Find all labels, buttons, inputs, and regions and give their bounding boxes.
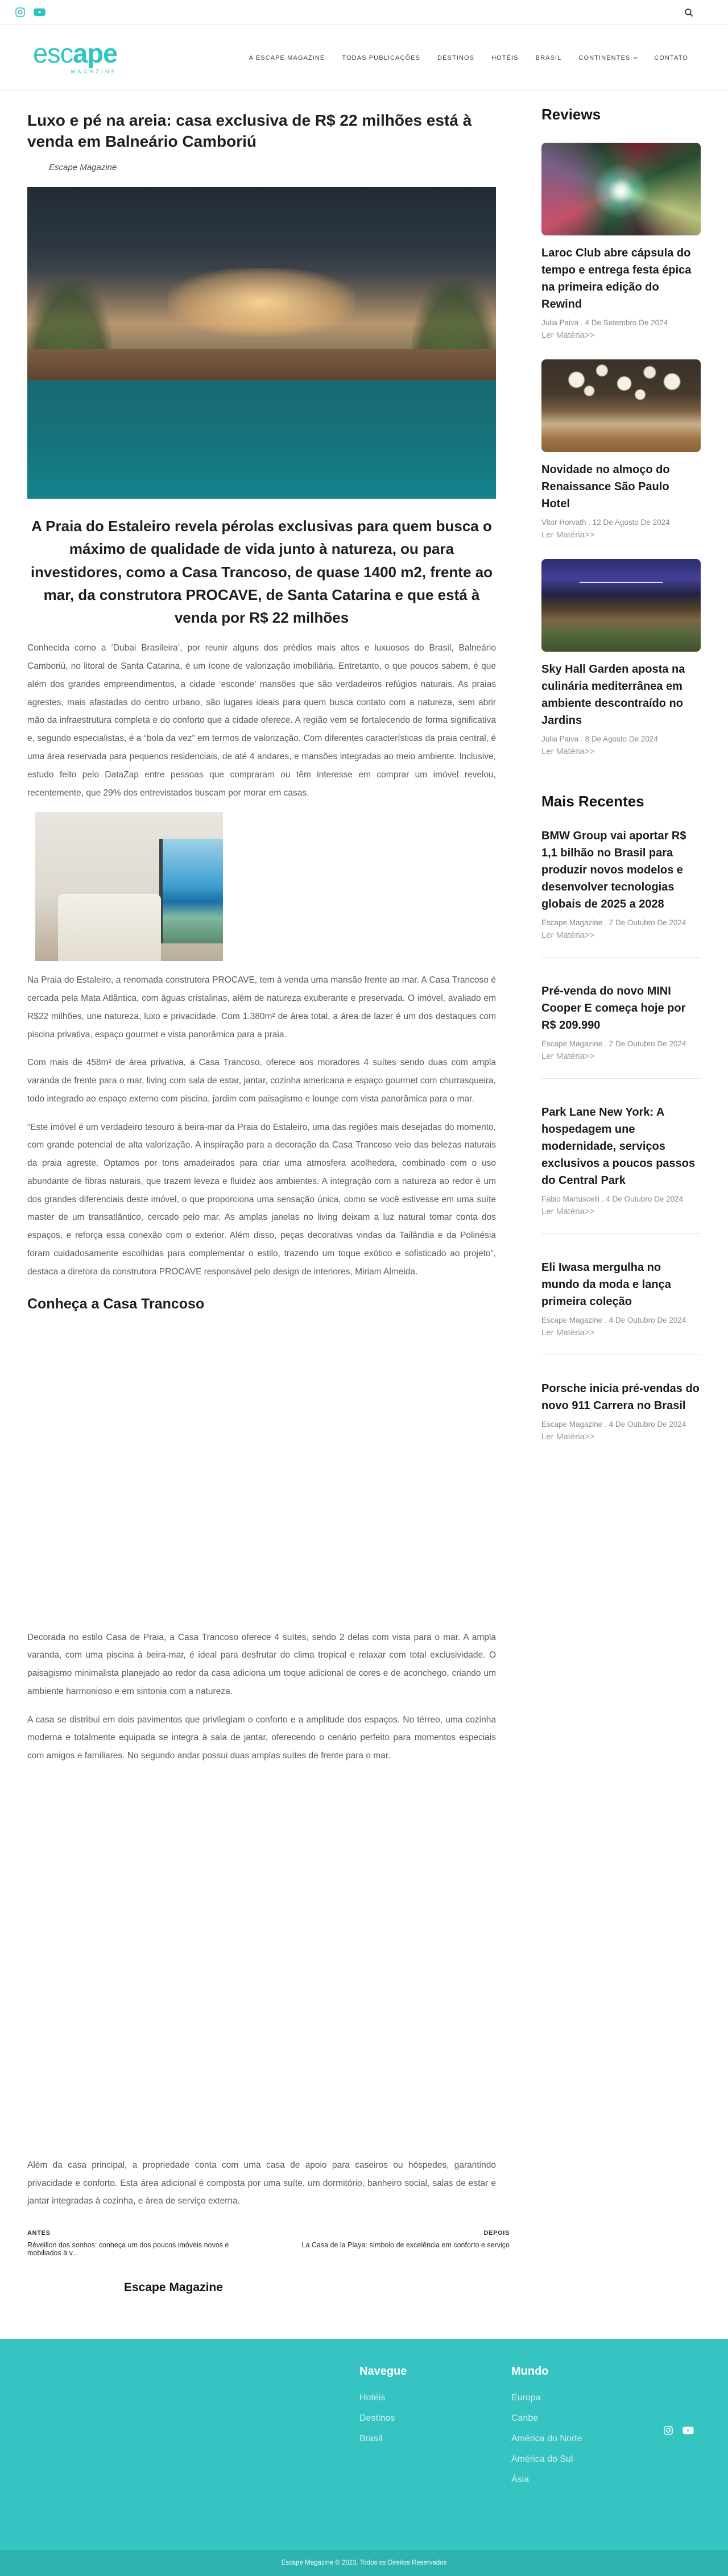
footer-col-mundo (511, 2365, 663, 2495)
footer-link-america-do-sul[interactable]: América do Sul (511, 2454, 573, 2465)
nav-item-todas-publicacoes[interactable]: TODAS PUBLICAÇÕES (342, 54, 421, 61)
chevron-down-icon (634, 55, 638, 59)
footer-link-hoteis[interactable]: Hotéis (359, 2393, 386, 2403)
footer-heading-mundo: Mundo (511, 2365, 549, 2378)
article-paragraph: Conhecida como a ‘Dubai Brasileira’, por reunir alguns dos prédios mais altos e luxuosos do Brasil, Balneário Camboriú, no litoral de Santa Catarina, é um ícone de valorização imobiliária. Entretanto, o que poucos sabem, é que além dos grandes empreendimentos, a cidade ‘esconde’ mansões que são verdadeiros refúgios naturais. As praias agrestes, mais afastadas do centro urbano, são lugares ideais para quem busca contato com a natureza, sem abrir mão da infraestrutura completa e do conforto que a cidade oferece. A região vem se fortalecendo de forma significativa e, segundo especialistas, é a “bola da vez” em termos de valorização. Com diferentes características da praia central, é uma área reservada para pequenos residenciais, de até 4 andares, e mansões integradas ao meio ambiente. Inclusive, estudo feito pelo DataZap entre pessoas que compraram ou têm interesse em comprar um imóvel revelou, recentemente, que 29% dos entrevistados buscam por morar em casas. (27, 643, 496, 798)
nav-item-brasil[interactable]: BRASIL (535, 54, 562, 61)
instagram-icon[interactable] (15, 7, 26, 18)
empty-embed-area (27, 1765, 496, 2156)
recent-item (541, 957, 701, 1061)
review-meta: Julia Paiva . 4 De Setembro De 2024 (541, 318, 668, 327)
article-paragraph: Além da casa principal, a propriedade conta com uma casa de apoio para caseiros ou hóspedes, garantindo privacidade e conforto. Esta área adicional é composta por uma suíte, um dormitório, banheiro social, salas de estar e jantar integradas à cozinha, e área de serviço externa. (27, 2160, 496, 2206)
review-item (541, 559, 701, 756)
nav-item-destinos[interactable]: DESTINOS (437, 54, 475, 61)
read-more-link[interactable]: Ler Matéria>> (541, 930, 595, 940)
article-paragraph: Com mais de 458m² de área privativa, a Casa Trancoso, oferece aos moradores 4 suítes sendo duas com ampla varanda de frente para o mar, living com sala de estar, jantar, cozinha americana e espaço gourmet com churrasqueira, todo integrado ao espaço externo com piscina, jardim com paisagismo e lounge com vista panorâmica para o mar. (27, 1058, 496, 1104)
recent-title-link[interactable]: Pré-venda do novo MINI Cooper E começa hoje por R$ 209.990 (541, 985, 686, 1032)
empty-embed-area (27, 1312, 496, 1629)
recent-item (541, 1355, 701, 1442)
read-more-link[interactable]: Ler Matéria>> (541, 1432, 595, 1442)
recent-meta: Escape Magazine . 7 De Outubro De 2024 (541, 1039, 686, 1048)
site-footer (0, 2339, 728, 2550)
article (27, 91, 510, 2339)
review-meta: Julia Paiva . 8 De Agosto De 2024 (541, 735, 658, 743)
review-thumbnail-laroc[interactable] (541, 143, 701, 235)
previous-post (27, 2230, 249, 2257)
nav-item-contato[interactable]: CONTATO (654, 54, 688, 61)
footer-bottom-bar (0, 2550, 728, 2576)
nav-item-a-escape-magazine[interactable]: A ESCAPE MAGAZINE (249, 54, 325, 61)
recent-title-link[interactable]: BMW Group vai aportar R$ 1,1 bilhão no Brasil para produzir novos modelos e desenvolver tecnologias globais de 2025 a 2028 (541, 830, 686, 910)
sidebar (541, 91, 701, 1442)
previous-post-link[interactable]: Réveillon dos sonhos: conheça um dos poucos imóveis novos e mobiliados à v... (27, 2241, 229, 2258)
read-more-link[interactable]: Ler Matéria>> (541, 1328, 595, 1337)
nav-item-hoteis[interactable]: HOTÉIS (491, 54, 519, 61)
recent-meta: Fabio Martuscelli . 4 De Outubro De 2024 (541, 1195, 684, 1203)
recent-item (541, 1233, 701, 1337)
previous-post-label: ANTES (27, 2230, 51, 2237)
logo-tagline: MAGAZINE (71, 69, 118, 75)
footer-link-america-do-norte[interactable]: América do Norte (511, 2434, 582, 2444)
review-title-link[interactable]: Sky Hall Garden aposta na culinária mediterrânea em ambiente descontraído no Jardins (541, 663, 685, 727)
next-post-link[interactable]: La Casa de la Playa: símbolo de excelência em conforto e serviço (301, 2241, 510, 2250)
footer-social (663, 2365, 694, 2495)
review-item (541, 143, 701, 340)
article-byline: Escape Magazine (49, 162, 117, 172)
youtube-icon[interactable] (682, 2365, 694, 2495)
read-more-link[interactable]: Ler Matéria>> (541, 1207, 595, 1216)
logo-text-bold: ape (73, 38, 118, 68)
search-icon[interactable] (684, 7, 694, 18)
youtube-icon[interactable] (34, 7, 46, 17)
article-subhead: A Praia do Estaleiro revela pérolas exclusivas para quem busca o máximo de qualidade de vida junto à natureza, ou para investidores, como a Casa Trancoso, de quase 1400 m2, frente ao mar, da construtora PROCAVE, de Santa Catarina e que está à venda por R$ 22 milhões (30, 517, 493, 627)
next-post (302, 2230, 510, 2257)
footer-link-europa[interactable]: Europa (511, 2393, 541, 2403)
logo-text-thin: esc (33, 38, 73, 68)
next-post-label: DEPOIS (483, 2230, 510, 2237)
site-header (0, 25, 728, 91)
recent-item (541, 827, 701, 940)
recent-meta: Escape Magazine . 4 De Outubro De 2024 (541, 1420, 686, 1428)
instagram-icon[interactable] (663, 2365, 673, 2495)
read-more-link[interactable]: Ler Matéria>> (541, 747, 595, 756)
review-title-link[interactable]: Laroc Club abre cápsula do tempo e entrega festa épica na primeira edição do Rewind (541, 247, 692, 310)
article-paragraph: A casa se distribui em dois pavimentos que privilegiam o conforto e a amplitude dos espaços. No térreo, uma cozinha moderna e totalmente equipada se integra à sala de jantar, oferecendo o cenário perfeito para momentos especiais com amigos e familiares. No segundo andar possui duas amplas suítes de frente para o mar. (27, 1714, 496, 1761)
recent-item (541, 1078, 701, 1216)
site-logo[interactable] (33, 38, 118, 75)
read-more-link[interactable]: Ler Matéria>> (541, 530, 595, 540)
page-title: Luxo e pé na areia: casa exclusiva de R$ 22 milhões está à venda em Balneário Camboriú (27, 111, 472, 150)
recent-title-link[interactable]: Park Lane New York: A hospedagem une modernidade, serviços exclusivos a poucos passos do Central Park (541, 1106, 696, 1187)
footer-link-asia[interactable]: Ásia (511, 2475, 530, 2485)
read-more-link[interactable]: Ler Matéria>> (541, 1051, 595, 1061)
review-meta: Vitor Horvath . 12 De Agosto De 2024 (541, 518, 670, 527)
topbar-social (15, 7, 46, 18)
section-heading: Conheça a Casa Trancoso (27, 1295, 205, 1312)
article-paragraph: “Este imóvel é um verdadeiro tesouro à beira-mar da Praia do Estaleiro, uma das regiões mais desejadas do momento, com grande potencial de alta valorização. A inspiração para a decoração da Casa Trancoso veio das belezas naturais da praia agreste. Optamos por tons amadeirados para criar uma atmosfera acolhedora, combinado com o uso abundante de fibras naturais, que trazem leveza e fluidez aos ambientes. A integração com a natureza ao redor é um dos grandes diferenciais deste imóvel, o que proporciona uma sensação única, como se você estivesse em uma suíte master de um transatlântico, cercado pelo mar. As amplas janelas no living deixam a luz natural tomar conta dos espaços, e reforça essa conexão com o exterior. Além disso, peças decorativas vindas da Tailândia e da Polinésia foram cuidadosamente escolhidas para complementar o estilo, trazendo um toque exótico e sofisticado ao projeto”, destaca a diretora da construtora PROCAVE responsável pelo design de interiores, Miriam Almeida. (27, 1122, 496, 1277)
hero-image (27, 187, 496, 499)
topbar (0, 0, 728, 25)
review-title-link[interactable]: Novidade no almoço do Renaissance São Paulo Hotel (541, 463, 670, 510)
author-name: Escape Magazine (124, 2281, 223, 2295)
review-thumbnail-renaissance[interactable] (541, 359, 701, 452)
recent-meta: Escape Magazine . 4 De Outubro De 2024 (541, 1316, 686, 1324)
footer-link-destinos[interactable]: Destinos (359, 2413, 395, 2424)
recent-list (541, 827, 701, 1442)
recent-title-link[interactable]: Eli Iwasa mergulha no mundo da moda e lança primeira coleção (541, 1261, 671, 1308)
article-paragraph: Na Praia do Estaleiro, a renomada construtora PROCAVE, tem à venda uma mansão frente ao mar. A Casa Trancoso é cercada pela Mata Atlântica, com águas cristalinas, além de natureza exuberante e preservada. O imóvel, avaliado em R$22 milhões, une natureza, luxo e privacidade. Com 1.380m² de área total, a área de lazer é um dos destaques com piscina privativa, espaço gourmet e vista panorâmica para a praia. (27, 975, 496, 1039)
nav-item-continentes[interactable]: CONTINENTES (578, 55, 637, 61)
footer-link-brasil[interactable]: Brasil (359, 2434, 383, 2444)
review-item (541, 359, 701, 540)
author-box (124, 2281, 496, 2295)
copyright-text: Escape Magazine © 2023. Todos os Direitos Reservados (281, 2560, 447, 2567)
reviews-heading: Reviews (541, 106, 601, 123)
footer-link-caribe[interactable]: Caribe (511, 2413, 539, 2424)
recent-meta: Escape Magazine . 7 De Outubro De 2024 (541, 918, 686, 927)
review-thumbnail-skyhall[interactable] (541, 559, 701, 652)
post-navigation (27, 2230, 510, 2257)
footer-heading-navegue: Navegue (359, 2365, 407, 2378)
read-more-link[interactable]: Ler Matéria>> (541, 330, 595, 340)
recent-heading: Mais Recentes (541, 793, 644, 810)
main-nav (249, 55, 688, 61)
bedroom-image (35, 812, 223, 961)
recent-title-link[interactable]: Porsche inicia pré-vendas do novo 911 Carrera no Brasil (541, 1382, 700, 1412)
footer-col-navegue (359, 2365, 511, 2495)
article-paragraph: Decorada no estilo Casa de Praia, a Casa Trancoso oferece 4 suítes, sendo 2 delas com vista para o mar. A ampla varanda, com uma piscina à beira-mar, é ideal para desfrutar do clima tropical e relaxar com total exclusividade. O paisagismo minimalista planejado ao redor da casa adiciona um toque adicional de cores e de aconchego, criando um ambiente harmonioso e em sintonia com a natureza. (27, 1632, 496, 1696)
